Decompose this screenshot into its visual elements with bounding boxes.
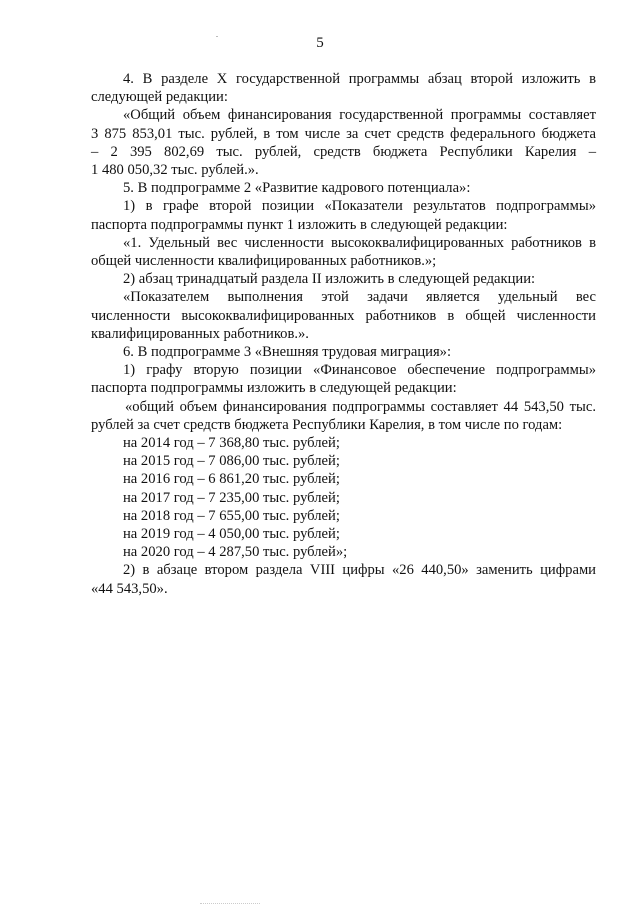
quote-task-line-1: «Показателем выполнения этой задачи является удельный вес xyxy=(123,289,596,306)
year-allocation: на 2019 год – 4 050,00 тыс. рублей; xyxy=(123,526,340,543)
item-6-2-line-1: 2) в абзаце втором раздела VIII цифры «26 440,50» заменить цифрами xyxy=(123,562,596,579)
year-allocation: на 2016 год – 6 861,20 тыс. рублей; xyxy=(123,471,340,488)
quote-financing-line-2: 3 875 853,01 тыс. рублей, в том числе за счет средств федерального бюджета xyxy=(91,125,596,142)
item-6-1-line-1: 1) графу вторую позиции «Финансовое обеспечение подпрограммы» xyxy=(123,362,596,379)
quote-indicator-line-1: «1. Удельный вес численности высококвалифицированных работников в xyxy=(123,234,596,251)
item-4-line-2: следующей редакции: xyxy=(91,89,228,106)
year-allocation: на 2015 год – 7 086,00 тыс. рублей; xyxy=(123,453,340,470)
year-allocation: на 2018 год – 7 655,00 тыс. рублей; xyxy=(123,507,340,524)
quote-financing-line-3: – 2 395 802,69 тыс. рублей, средств бюджета Республики Карелия – xyxy=(91,143,596,160)
quote-subprogram-financing-line-2: рублей за счет средств бюджета Республики Карелия, в том числе по годам: xyxy=(91,416,563,433)
quote-indicator-line-2: общей численности квалифицированных работников.»; xyxy=(91,253,437,270)
document-body xyxy=(91,70,596,598)
year-allocation: на 2017 год – 7 235,00 тыс. рублей; xyxy=(123,489,340,506)
item-5-1-line-1: 1) в графе второй позиции «Показатели результатов подпрограммы» xyxy=(123,198,596,215)
item-5-1-line-2: паспорта подпрограммы пункт 1 изложить в следующей редакции: xyxy=(91,216,508,233)
year-allocation: на 2020 год – 4 287,50 тыс. рублей»; xyxy=(123,544,348,561)
item-5-2: 2) абзац тринадцатый раздела II изложить в следующей редакции: xyxy=(123,271,536,288)
item-4-line-1: 4. В разделе X государственной программы абзац второй изложить в xyxy=(123,71,596,87)
quote-task-line-3: квалифицированных работников.». xyxy=(91,325,309,342)
scan-artifact xyxy=(216,36,218,37)
year-allocation: на 2014 год – 7 368,80 тыс. рублей; xyxy=(123,435,340,452)
item-5-heading: 5. В подпрограмме 2 «Развитие кадрового потенциала»: xyxy=(123,180,471,197)
quote-financing-line-4: 1 480 050,32 тыс. рублей.». xyxy=(91,162,259,179)
quote-task-line-2: численности высококвалифицированных работников в общей численности xyxy=(91,307,596,324)
item-6-1-line-2: паспорта подпрограммы изложить в следующей редакции: xyxy=(91,380,457,397)
item-6-heading: 6. В подпрограмме 3 «Внешняя трудовая миграция»: xyxy=(123,344,452,361)
quote-subprogram-financing-line-1: «общий объем финансирования подпрограммы составляет 44 543,50 тыс. xyxy=(125,398,596,415)
quote-financing-line-1: «Общий объем финансирования государственной программы составляет xyxy=(123,107,596,124)
item-6-2-line-2: «44 543,50». xyxy=(91,580,168,597)
page-number: 5 xyxy=(316,35,324,51)
